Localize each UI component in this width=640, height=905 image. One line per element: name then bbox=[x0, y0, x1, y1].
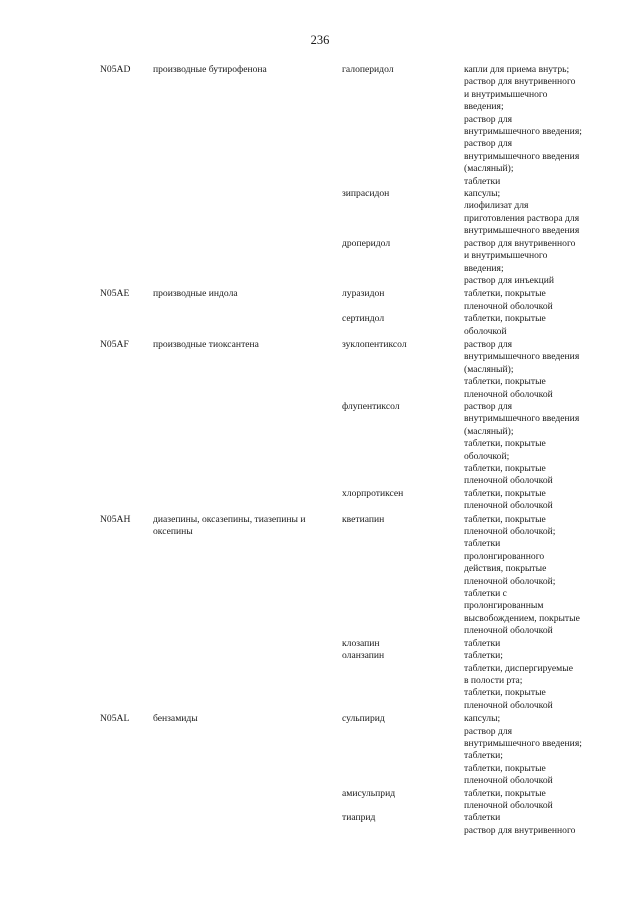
dosage-form-line: пленочной оболочкой; bbox=[464, 575, 556, 587]
table-row bbox=[100, 638, 600, 650]
atc-code: N05AE bbox=[100, 288, 130, 300]
dosage-form-line: раствор для внутривенного bbox=[464, 76, 576, 88]
dosage-form-line: раствор для bbox=[464, 338, 513, 350]
dosage-form-line: и внутримышечного bbox=[464, 88, 548, 100]
atc-code: N05AD bbox=[100, 64, 131, 75]
drug-name: флупентиксол bbox=[342, 400, 400, 412]
drug-name: хлорпротиксен bbox=[342, 487, 404, 499]
table-row bbox=[100, 188, 600, 238]
drug-name: сертиндол bbox=[342, 313, 385, 325]
dosage-form-line: в полости рта; bbox=[464, 674, 523, 686]
dosage-form-line: введения; bbox=[464, 101, 504, 113]
dosage-forms bbox=[464, 788, 600, 813]
drug-name: луразидон bbox=[342, 288, 385, 300]
table-row bbox=[100, 788, 600, 813]
dosage-form-line: таблетки, диспергируемые bbox=[464, 662, 573, 674]
drug-table bbox=[100, 64, 600, 837]
dosage-form-line: капсулы; bbox=[464, 188, 501, 200]
dosage-form-line: пленочной оболочкой bbox=[464, 625, 553, 637]
group-name: производные тиоксантена bbox=[153, 338, 259, 350]
group-name: диазепины, оксазепины, тиазепины и оксепины bbox=[153, 513, 306, 538]
table-row bbox=[100, 514, 600, 638]
dosage-forms bbox=[464, 650, 600, 712]
dosage-forms bbox=[464, 514, 600, 638]
dosage-form-line: введения; bbox=[464, 262, 504, 274]
dosage-forms bbox=[464, 713, 600, 787]
dosage-form-line: таблетки, покрытые bbox=[464, 376, 546, 388]
dosage-form-line: пленочной оболочкой; bbox=[464, 526, 556, 538]
dosage-form-line: внутримышечного введения; bbox=[464, 737, 582, 749]
dosage-form-line: раствор для внутривенного bbox=[464, 237, 576, 249]
dosage-form-line: капсулы; bbox=[464, 713, 501, 725]
dosage-form-line: раствор для внутривенного bbox=[464, 824, 576, 836]
dosage-form-line: оболочкой; bbox=[464, 450, 510, 462]
table-row bbox=[100, 650, 600, 712]
table-row bbox=[100, 288, 600, 313]
table-row bbox=[100, 488, 600, 513]
dosage-form-line: капли для приема внутрь; bbox=[464, 64, 570, 75]
table-row bbox=[100, 401, 600, 488]
dosage-forms bbox=[464, 288, 600, 313]
dosage-form-line: оболочкой bbox=[464, 325, 507, 337]
dosage-form-line: внутримышечного введения; bbox=[464, 126, 582, 138]
dosage-form-line: раствор для bbox=[464, 400, 513, 412]
dosage-form-line: таблетки, покрытые bbox=[464, 513, 546, 525]
dosage-forms bbox=[464, 64, 600, 188]
dosage-form-line: таблетки, покрытые bbox=[464, 288, 546, 300]
dosage-form-line: раствор для инъекций bbox=[464, 274, 554, 286]
drug-name: галоперидол bbox=[342, 64, 394, 75]
atc-code: N05AH bbox=[100, 513, 131, 525]
dosage-form-line: приготовления раствора для bbox=[464, 212, 580, 224]
dosage-form-line: (масляный); bbox=[464, 363, 514, 375]
dosage-form-line: таблетки, покрытые bbox=[464, 463, 546, 474]
table-row bbox=[100, 812, 600, 837]
drug-name: дроперидол bbox=[342, 237, 391, 249]
dosage-form-line: пленочной оболочкой bbox=[464, 300, 553, 312]
table-row bbox=[100, 339, 600, 401]
dosage-form-line: пролонгированного bbox=[464, 550, 545, 562]
dosage-form-line: таблетки bbox=[464, 538, 501, 550]
dosage-form-line: таблетки, покрытые bbox=[464, 487, 546, 499]
dosage-form-line: пленочной оболочкой bbox=[464, 500, 553, 512]
dosage-forms bbox=[464, 238, 600, 288]
table-row bbox=[100, 313, 600, 338]
dosage-forms bbox=[464, 313, 600, 338]
drug-name: клозапин bbox=[342, 637, 380, 649]
dosage-form-line: (масляный); bbox=[464, 163, 514, 175]
atc-code: N05AL bbox=[100, 713, 130, 725]
table-row bbox=[100, 713, 600, 787]
drug-name: зуклопентиксол bbox=[342, 338, 407, 350]
dosage-form-line: таблетки bbox=[464, 637, 501, 649]
dosage-form-line: таблетки, покрытые bbox=[464, 787, 546, 799]
dosage-form-line: таблетки bbox=[464, 175, 501, 187]
dosage-form-line: внутримышечного введения bbox=[464, 225, 580, 237]
page-number: 236 bbox=[310, 33, 330, 47]
dosage-form-line: пленочной оболочкой bbox=[464, 388, 553, 400]
atc-code: N05AF bbox=[100, 338, 129, 350]
drug-name: зипрасидон bbox=[342, 188, 390, 200]
dosage-forms bbox=[464, 188, 600, 238]
dosage-forms bbox=[464, 812, 600, 837]
dosage-form-line: таблетки; bbox=[464, 650, 503, 662]
dosage-form-line: лиофилизат для bbox=[464, 200, 529, 212]
table-row bbox=[100, 238, 600, 288]
dosage-form-line: пленочной оболочкой bbox=[464, 775, 553, 787]
drug-name: амисульприд bbox=[342, 787, 396, 799]
dosage-form-line: внутримышечного введения bbox=[464, 413, 580, 425]
dosage-form-line: действия, покрытые bbox=[464, 563, 547, 575]
dosage-form-line: таблетки, покрытые bbox=[464, 313, 546, 325]
dosage-form-line: пленочной оболочкой bbox=[464, 699, 553, 711]
dosage-form-line: таблетки, покрытые bbox=[464, 438, 546, 450]
dosage-form-line: раствор для bbox=[464, 113, 513, 125]
dosage-form-line: внутримышечного введения bbox=[464, 150, 580, 162]
dosage-form-line: таблетки, покрытые bbox=[464, 762, 546, 774]
dosage-form-line: пленочной оболочкой bbox=[464, 799, 553, 811]
dosage-form-line: раствор для bbox=[464, 725, 513, 737]
dosage-form-line: пролонгированным bbox=[464, 600, 544, 612]
drug-name: сульпирид bbox=[342, 713, 385, 725]
dosage-form-line: таблетки bbox=[464, 812, 501, 824]
dosage-form-line: высвобождением, покрытые bbox=[464, 612, 580, 624]
table-row bbox=[100, 64, 600, 188]
dosage-forms bbox=[464, 401, 600, 488]
drug-name: кветиапин bbox=[342, 513, 385, 525]
dosage-form-line: таблетки; bbox=[464, 750, 503, 762]
drug-name: оланзапин bbox=[342, 650, 385, 662]
dosage-form-line: раствор для bbox=[464, 138, 513, 150]
group-name: бензамиды bbox=[153, 713, 198, 725]
dosage-forms bbox=[464, 638, 600, 650]
group-name: производные индола bbox=[153, 288, 238, 300]
dosage-form-line: таблетки, покрытые bbox=[464, 687, 546, 699]
group-name: производные бутирофенона bbox=[153, 64, 267, 75]
dosage-forms bbox=[464, 339, 600, 401]
dosage-form-line: таблетки с bbox=[464, 588, 507, 600]
dosage-form-line: и внутримышечного bbox=[464, 250, 548, 262]
dosage-form-line: пленочной оболочкой bbox=[464, 475, 553, 487]
drug-name: тиаприд bbox=[342, 812, 376, 824]
dosage-form-line: (масляный); bbox=[464, 425, 514, 437]
dosage-forms bbox=[464, 488, 600, 513]
dosage-form-line: внутримышечного введения bbox=[464, 351, 580, 363]
